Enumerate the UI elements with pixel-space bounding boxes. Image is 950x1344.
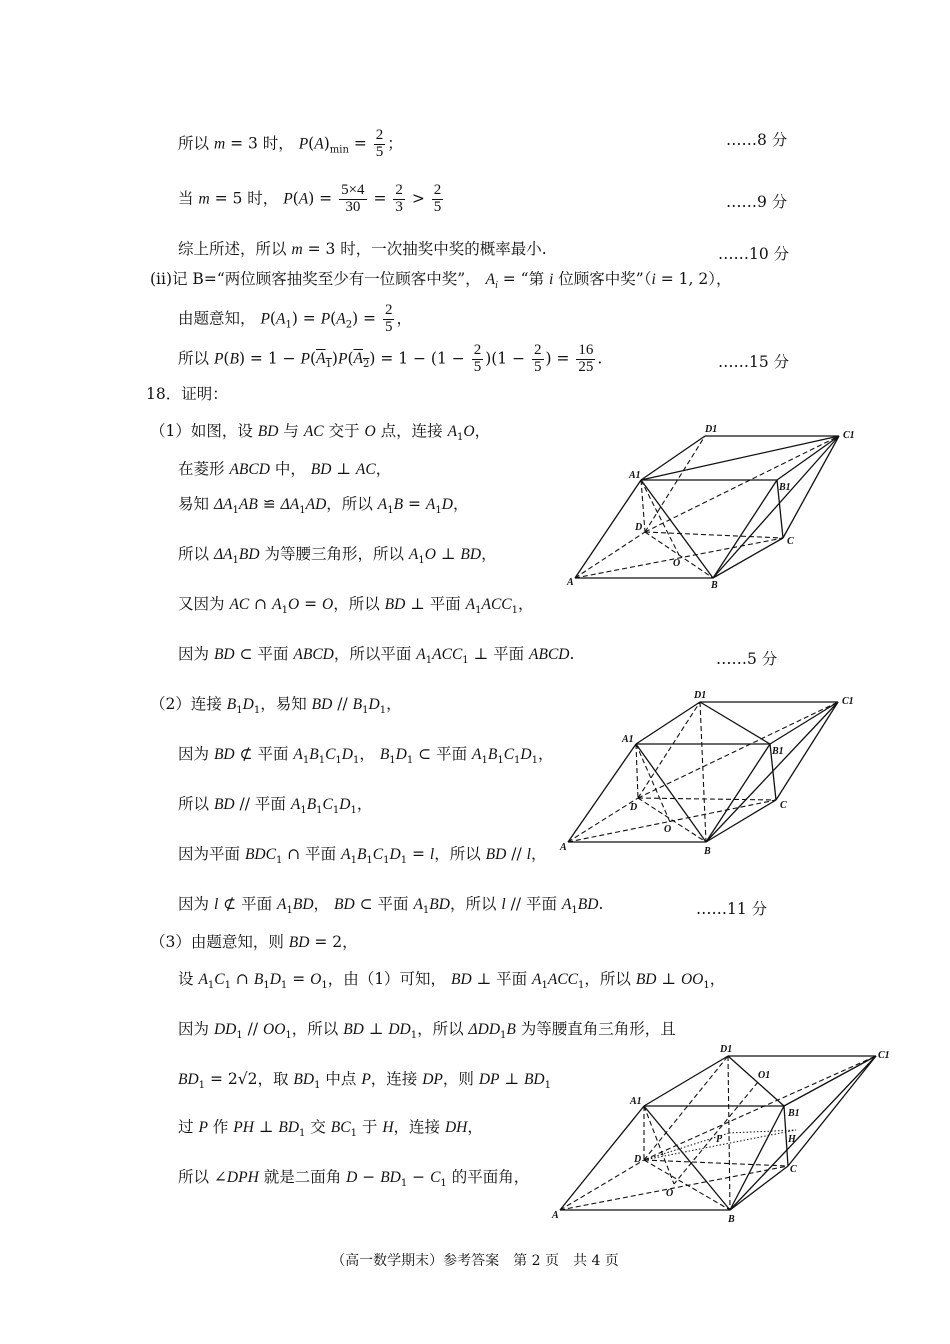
line-summary: 综上所述，所以 m = 3 时，一次抽奖中奖的概率最小.	[178, 240, 547, 258]
page-footer: （高一数学期末）参考答案 第 2 页 共 4 页	[331, 1253, 619, 1269]
label-b-fig3: B	[728, 1214, 735, 1225]
line-o1: 设 $A_1C_1$ ∩ $B_1D_1 = O_1$，由（1）可知， BD ⊥ 平面 $A_1ACC_1$，所以 BD ⊥ $OO_1$，	[178, 970, 726, 992]
label-b-fig2: B	[704, 846, 711, 856]
label-d: D	[635, 522, 643, 533]
line-conclusion-2: 因为 l ⊄ 平面 $A_1BD$， BD ⊂ 平面 $A_1BD$，所以 l // 平面 $A_1BD$.	[178, 895, 604, 917]
label-d1: D1	[705, 424, 718, 435]
line-m5: 当 m = 5 时， P(A) = $\frac{5\times 4}{30}$ = $\frac{2}{3}$ > $\frac{2}{5}$	[178, 182, 442, 215]
figure-2-parallelepiped	[558, 686, 858, 856]
line-not-in-plane: 因为 BD ⊄ 平面 $A_1B_1C_1D_1$， $B_1D_1$ ⊂ 平面 $A_1B_1C_1D_1$，	[178, 745, 554, 767]
line-m3-min: 所以 m = 3 时， $P(A)_{min}$ = $\frac{2}{5}$ ；	[178, 127, 403, 160]
label-c1: C1	[843, 430, 855, 441]
figure-3-parallelepiped	[548, 1042, 898, 1227]
line-congruent: 易知 $\Delta A_1AB$ ≌ $\Delta A_1AD$，所以 $A_1B = A_1D$，	[178, 495, 469, 517]
line-bd1: $BD_1 = 2√2$，取 $BD_1$ 中点 P，连接 DP，则 DP ⊥ $BD_1$	[178, 1070, 551, 1092]
line-dihedral: 所以 ∠DPH 就是二面角 $D - BD_1 - C_1$ 的平面角，	[178, 1168, 530, 1190]
points-8: ……8 分	[726, 131, 788, 149]
points-11: ……11 分	[696, 900, 768, 918]
label-d1-fig3: D1	[720, 1044, 733, 1055]
label-o-fig3: O	[666, 1188, 674, 1199]
line-pb: 所以 $P(B) = 1 - P(A_1)P(A_2) = 1 - (1$ − $\frac{2}{5}$ )(1 − $\frac{2}{5}$ ) = $\frac{16}{25}$ .	[178, 342, 603, 375]
label-b1: B1	[779, 482, 791, 493]
line-ph: 过 P 作 PH ⊥ $BD_1$ 交 $BC_1$ 于 H，连接 DH，	[178, 1118, 483, 1140]
points-15: ……15 分	[718, 353, 790, 371]
label-d-fig3: D	[634, 1154, 642, 1165]
line-ii-def: (ii)记 B=“两位顾客抽奖至少有一位顾客中奖”， $A_i$ = “第 i 位顾客中奖”（i = 1, 2），	[150, 270, 732, 292]
line-plane-l: 因为平面 $BDC_1$ ∩ 平面 $A_1B_1C_1D_1 = l$，所以 BD // l，	[178, 845, 547, 867]
line-parallel-plane: 所以 BD // 平面 $A_1B_1C_1D_1$，	[178, 795, 373, 817]
line-1-intro: （1）如图，设 BD 与 AC 交于 O 点，连接 $A_1O$，	[150, 422, 491, 444]
label-p-fig3: P	[716, 1134, 723, 1145]
line-intersect: 又因为 AC ∩ $A_1O = O$，所以 BD ⊥ 平面 $A_1ACC_1$，	[178, 595, 534, 617]
points-5: ……5 分	[716, 650, 778, 668]
label-o1-fig3: O1	[758, 1070, 771, 1081]
line-3-intro: （3）由题意知，则 BD = 2，	[150, 933, 358, 951]
label-o-fig2: O	[664, 824, 672, 835]
label-a: A	[567, 577, 574, 588]
label-c-fig3: C	[790, 1164, 797, 1175]
label-c-fig2: C	[780, 800, 787, 811]
line-rhombus: 在菱形 ABCD 中， BD ⊥ AC，	[178, 460, 392, 478]
label-b: B	[711, 580, 718, 590]
figure-1-parallelepiped	[565, 420, 865, 590]
line-right-triangle: 因为 $DD_1 // OO_1$，所以 BD ⊥ $DD_1$，所以 $\Delta DD_1B$ 为等腰直角三角形，且	[178, 1020, 676, 1042]
label-a1-fig2: A1	[622, 734, 634, 745]
label-o: O	[673, 558, 681, 569]
label-c1-fig2: C1	[842, 696, 854, 707]
label-a-fig2: A	[560, 842, 567, 853]
points-9: ……9 分	[726, 193, 788, 211]
label-a1: A1	[629, 470, 641, 481]
label-b1-fig2: B1	[772, 746, 784, 757]
line-conclusion-1: 因为 BD ⊂ 平面 ABCD，所以平面 $A_1ACC_1$ ⊥ 平面 ABCD.	[178, 645, 575, 667]
line-2-intro: （2）连接 $B_1D_1$，易知 BD // $B_1D_1$，	[150, 695, 402, 717]
label-d-fig2: D	[630, 802, 638, 813]
points-10: ……10 分	[718, 245, 790, 263]
label-d1-fig2: D1	[694, 690, 707, 701]
label-b1-fig3: B1	[788, 1108, 800, 1119]
label-h-fig3: H	[788, 1134, 796, 1145]
line-pa1: 由题意知， $P(A_1) = P(A_2)$ = $\frac{2}{5}$ ，	[178, 302, 412, 335]
line-18: 18．证明：	[146, 385, 228, 403]
label-c: C	[787, 536, 794, 547]
label-a1-fig3: A1	[630, 1096, 642, 1107]
line-isosceles: 所以 $\Delta A_1BD$ 为等腰三角形，所以 $A_1O$ ⊥ BD，	[178, 545, 497, 567]
label-c1-fig3: C1	[878, 1050, 890, 1061]
label-a-fig3: A	[552, 1210, 559, 1221]
